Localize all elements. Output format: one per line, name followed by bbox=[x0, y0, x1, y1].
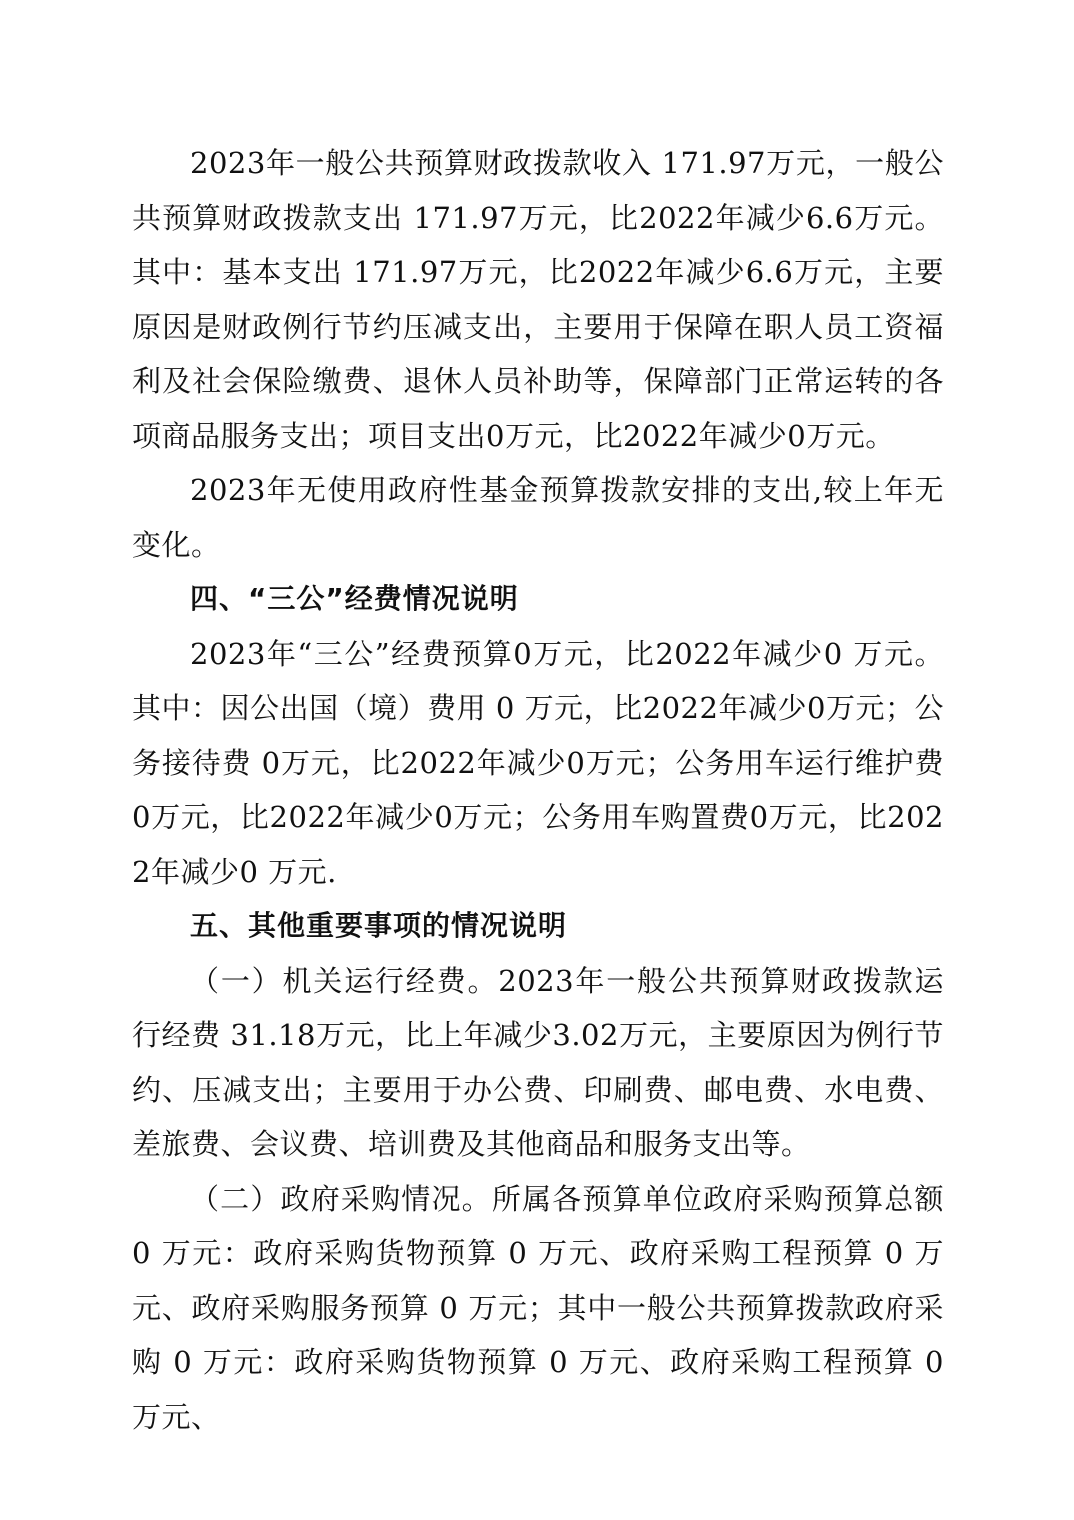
paragraph-operating-expenses: （一）机关运行经费。2023年一般公共预算财政拨款运行经费 31.18万元，比上年减少3.02万元，主要原因为例行节约、压减支出；主要用于办公费、印刷费、邮电费、水电费、差旅费、会议费、培训费及其他商品和服务支出等。 bbox=[132, 963, 944, 1161]
paragraph-three-public-expenses: 2023年“三公”经费预算0万元，比2022年减少0 万元。其中：因公出国（境）费用 0 万元，比2022年减少0万元；公务接待费 0万元，比2022年减少0万元；公务用车运行维护费 0万元，比2022年减少0万元；公务用车购置费0万元，比2022年减少0 万元. bbox=[132, 636, 944, 889]
paragraph-government-fund: 2023年无使用政府性基金预算拨款安排的支出,较上年无变化。 bbox=[132, 473, 944, 562]
text-column bbox=[132, 136, 944, 1444]
paragraph-government-procurement: （二）政府采购情况。所属各预算单位政府采购预算总额 0 万元：政府采购货物预算 0 万元、政府采购工程预算 0 万元、政府采购服务预算 0 万元；其中一般公共预算拨款政府采购 0 万元：政府采购货物预算 0 万元、政府采购工程预算 0 万元、 bbox=[132, 1181, 944, 1434]
section-heading-other-matters: 五、其他重要事项的情况说明 bbox=[190, 909, 568, 942]
paragraph-general-budget: 2023年一般公共预算财政拨款收入 171.97万元，一般公共预算财政拨款支出 171.97万元，比2022年减少6.6万元。其中：基本支出 171.97万元，比2022年减少6.6万元，主要原因是财政例行节约压减支出，主要用于保障在职人员工资福利及社会保险缴费、退休人员补助等，保障部门正常运转的各项商品服务支出；项目支出0万元，比2022年减少0万元。 bbox=[132, 146, 944, 453]
section-heading-three-public-expenses: 四、“三公”经费情况说明 bbox=[190, 582, 519, 615]
